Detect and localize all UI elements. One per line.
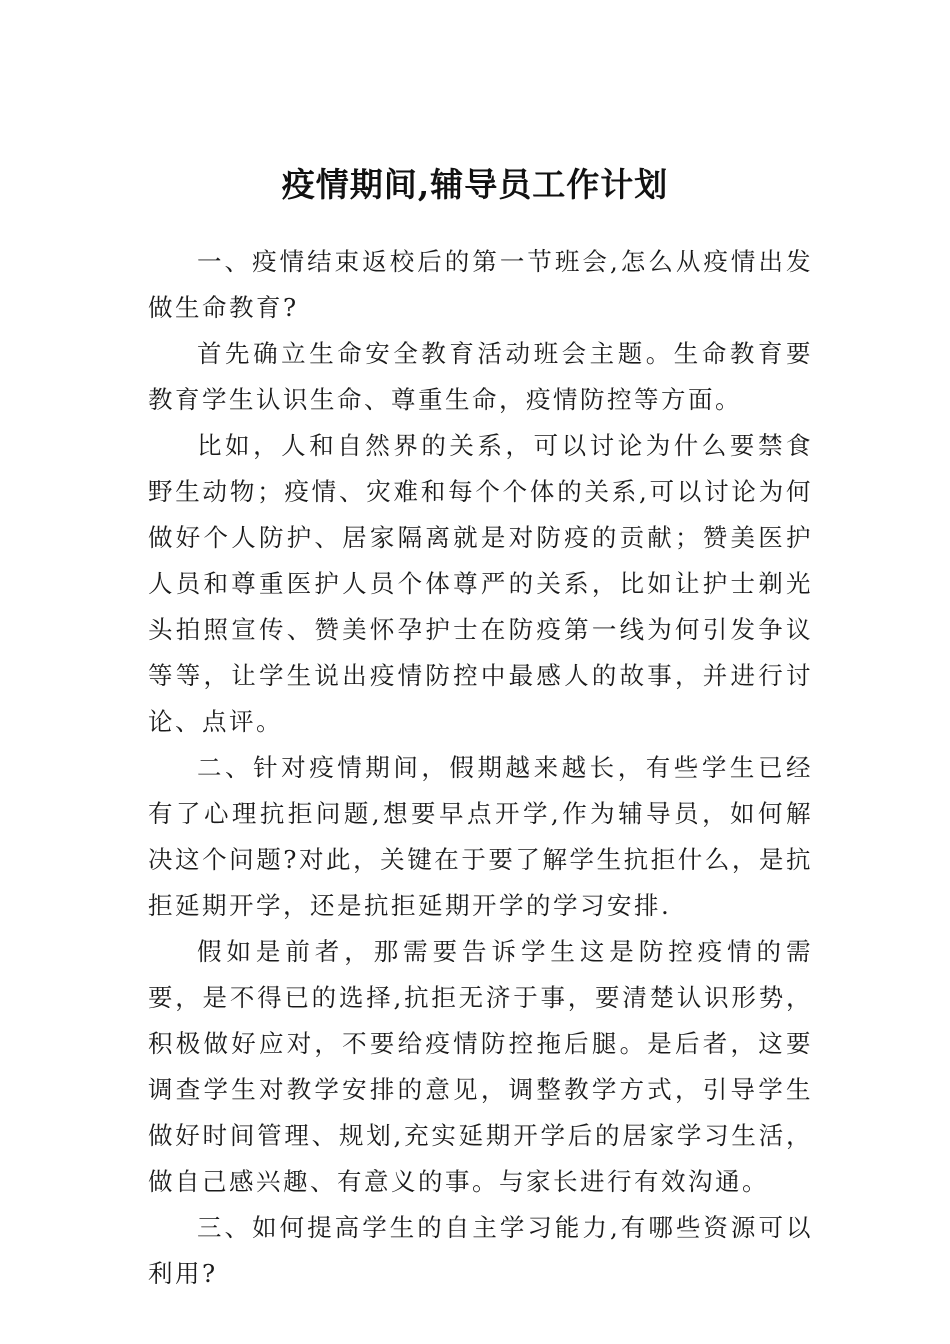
- paragraph-5: 假如是前者，那需要告诉学生这是防控疫情的需要，是不得已的选择,抗拒无济于事，要清楚认识形势，积极做好应对，不要给疫情防控拖后腿。是后者，这要调查学生对教学安排的意见，调整教学方式，引导学生做好时间管理、规划,充实延期开学后的居家学习生活，做自己感兴趣、有意义的事。与家长进行有效沟通。: [148, 937, 813, 1196]
- document-body: [148, 239, 813, 1297]
- paragraph-3: 比如，人和自然界的关系，可以讨论为什么要禁食野生动物；疫情、灾难和每个个体的关系,可以讨论为何做好个人防护、居家隔离就是对防疫的贡献；赞美医护人员和尊重医护人员个体尊严的关系，比如让护士剃光头拍照宣传、赞美怀孕护士在防疫第一线为何引发争议等等，让学生说出疫情防控中最感人的故事，并进行讨论、点评。: [148, 431, 813, 736]
- document-title: 疫情期间,辅导员工作计划: [281, 165, 669, 204]
- paragraph-2: 首先确立生命安全教育活动班会主题。生命教育要教育学生认识生命、尊重生命，疫情防控等方面。: [148, 339, 813, 414]
- paragraph-1: 一、疫情结束返校后的第一节班会,怎么从疫情出发做生命教育?: [148, 247, 813, 322]
- paragraph-4: 二、针对疫情期间，假期越来越长，有些学生已经有了心理抗拒问题,想要早点开学,作为辅导员，如何解决这个问题?对此，关键在于要了解学生抗拒什么，是抗拒延期开学，还是抗拒延期开学的学习安排.: [148, 753, 813, 920]
- paragraph-6: 三、如何提高学生的自主学习能力,有哪些资源可以利用?: [148, 1213, 813, 1288]
